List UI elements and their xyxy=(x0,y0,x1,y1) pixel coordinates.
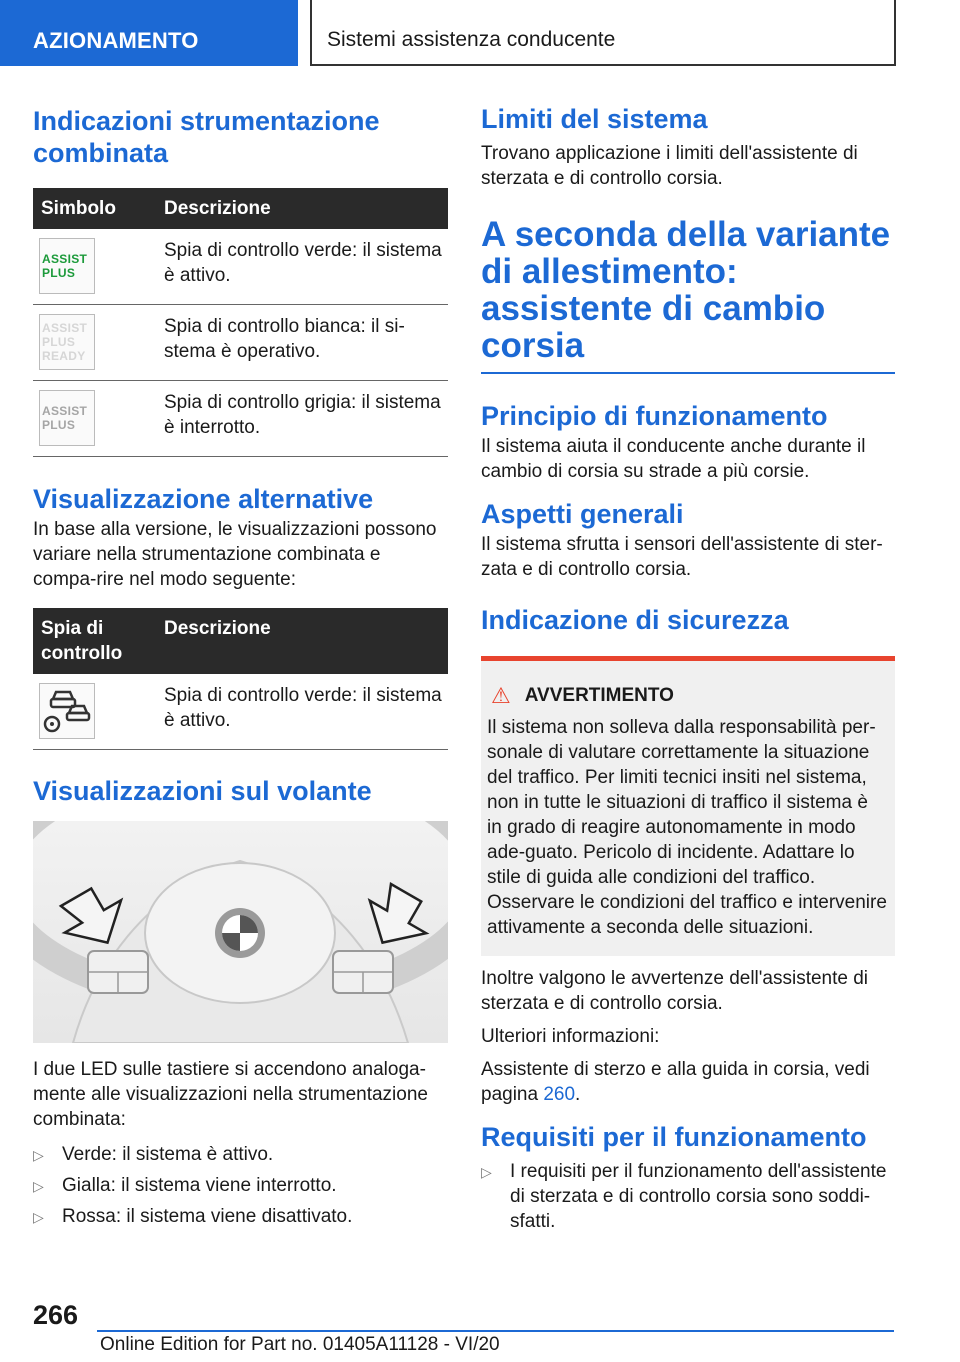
led-list xyxy=(33,1142,448,1229)
edition-info: Online Edition for Part no. 01405A11128 - VI/20 xyxy=(100,1334,500,1355)
heading-variante: A seconda della variante di allestimento: assistente di cambio corsia xyxy=(481,215,891,365)
right-column xyxy=(481,100,895,1240)
page-link-260[interactable]: 260 xyxy=(543,1084,576,1105)
assist-plus-green-icon: ASSIST PLUS xyxy=(39,238,95,294)
table-cell-description: Spia di controllo verde: il sistema è attivo. xyxy=(156,674,448,750)
warning-triangle-icon: ⚠ xyxy=(491,683,511,708)
heading-sicurezza: Indicazione di sicurezza xyxy=(481,605,789,635)
lane-change-assistant-icon xyxy=(39,683,95,739)
table-row xyxy=(33,381,448,457)
left-column xyxy=(33,100,448,1235)
triangle-bullet-icon: ▷ xyxy=(481,1164,492,1180)
table-header-description: Descrizione xyxy=(156,608,448,674)
symbol-table xyxy=(33,188,448,457)
table-cell-description: Spia di controllo bianca: il si-stema è operativo. xyxy=(156,305,448,381)
heading-volante: Visualizzazioni sul volante xyxy=(33,776,372,806)
heading-strumentazione: Indicazioni strumentazione combinata xyxy=(33,106,380,168)
requirements-list xyxy=(481,1159,895,1234)
triangle-bullet-icon: ▷ xyxy=(33,1209,44,1225)
assist-plus-grey-icon: ASSIST PLUS xyxy=(39,390,95,446)
heading-requisiti: Requisiti per il funzionamento xyxy=(481,1122,867,1152)
heading-principio: Principio di funzionamento xyxy=(481,401,828,431)
indicator-table xyxy=(33,608,448,750)
footer-divider xyxy=(97,1330,894,1332)
paragraph-principio: Il sistema aiuta il conducente anche durante il cambio di corsia su strade a più corsie. xyxy=(481,436,866,482)
warning-box xyxy=(481,656,895,956)
assist-plus-ready-white-icon: ASSIST PLUS READY xyxy=(39,314,95,370)
table-cell-description: Spia di controllo verde: il sistema è attivo. xyxy=(156,229,448,305)
table-row xyxy=(33,674,448,750)
table-header-indicator: Spia di controllo xyxy=(33,608,156,674)
table-header-symbol: Simbolo xyxy=(33,188,156,229)
list-item: ▷ I requisiti per il funzionamento dell'assistente di sterzata e di controllo corsia sono soddi-sfatti. xyxy=(481,1161,887,1232)
paragraph-alternative: In base alla versione, le visualizzazioni possono variare nella strumentazione combinata e compa-rire nel modo seguente: xyxy=(33,519,437,590)
paragraph-ulteriori: Ulteriori informazioni: xyxy=(481,1026,660,1047)
steering-wheel-image xyxy=(33,821,448,1043)
heading-limiti: Limiti del sistema xyxy=(481,104,708,134)
list-item: ▷ Gialla: il sistema viene interrotto. xyxy=(33,1173,448,1198)
heading-variante-wrapper xyxy=(481,216,895,374)
section-tab: AZIONAMENTO xyxy=(0,0,298,66)
warning-title: AVVERTIMENTO xyxy=(524,685,674,706)
table-row xyxy=(33,229,448,305)
paragraph-inoltre: Inoltre valgono le avvertenze dell'assistente di sterzata e di controllo corsia. xyxy=(481,968,869,1014)
table-row xyxy=(33,305,448,381)
paragraph-aspetti: Il sistema sfrutta i sensori dell'assistente di ster-zata e di controllo corsia. xyxy=(481,534,883,580)
triangle-bullet-icon: ▷ xyxy=(33,1178,44,1194)
page-header xyxy=(0,0,960,66)
heading-aspetti: Aspetti generali xyxy=(481,499,684,529)
page-number: 266 xyxy=(33,1300,79,1330)
heading-alternative: Visualizzazione alternative xyxy=(33,484,374,514)
chapter-title: Sistemi assistenza conducente xyxy=(310,0,896,66)
paragraph-limiti: Trovano applicazione i limiti dell'assistente di sterzata e di controllo corsia. xyxy=(481,143,858,189)
list-item: ▷ Verde: il sistema è attivo. xyxy=(33,1142,448,1167)
paragraph-assistente: Assistente di sterzo e alla guida in corsia, vedi pagina 260. xyxy=(481,1059,870,1105)
triangle-bullet-icon: ▷ xyxy=(33,1147,44,1163)
table-cell-description: Spia di controllo grigia: il sistema è interrotto. xyxy=(156,381,448,457)
paragraph-led: I due LED sulle tastiere si accendono analoga-mente alle visualizzazioni nella strumentazione combinata: xyxy=(33,1059,428,1130)
table-header-description: Descrizione xyxy=(156,188,448,229)
list-item: ▷ Rossa: il sistema viene disattivato. xyxy=(33,1204,448,1229)
warning-body: Il sistema non solleva dalla responsabilità per-sonale di valutare correttamente la situazione del traffico. Per limiti tecnici insiti nel sistema, non in tutte le situazioni di traffico il sistema è in grado di reagire autonomamente in modo ade-guato. Pericolo di incidente. Adattare lo stile di guida alle condizioni del traffico. Osservare le condizioni del traffico e intervenire attivamente a seconda delle situazioni. xyxy=(487,717,887,938)
warning-title-row xyxy=(487,683,887,709)
